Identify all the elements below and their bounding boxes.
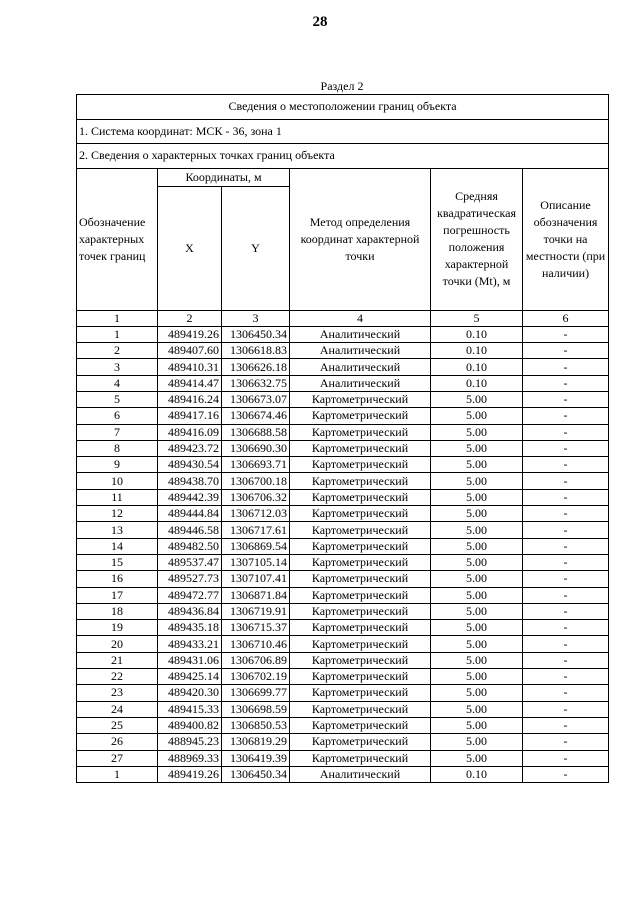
point-id-cell: 14	[77, 538, 158, 554]
column-numbers-row	[77, 310, 609, 326]
column-number: 6	[523, 310, 609, 326]
description-cell: -	[523, 424, 609, 440]
point-id-cell: 21	[77, 652, 158, 668]
y-coordinate-cell: 1306706.32	[222, 489, 290, 505]
table-row	[77, 408, 609, 424]
x-coordinate-cell: 489482.50	[158, 538, 222, 554]
y-coordinate-cell: 1307107.41	[222, 571, 290, 587]
y-coordinate-cell: 1306717.61	[222, 522, 290, 538]
x-coordinate-cell: 489419.26	[158, 766, 222, 782]
method-cell: Картометрический	[290, 391, 431, 407]
y-coordinate-cell: 1306419.39	[222, 750, 290, 766]
y-coordinate-cell: 1306712.03	[222, 506, 290, 522]
y-coordinate-cell: 1306690.30	[222, 440, 290, 456]
x-coordinate-cell: 489410.31	[158, 359, 222, 375]
section-label: Раздел 2	[320, 79, 364, 93]
description-cell: -	[523, 701, 609, 717]
method-cell: Аналитический	[290, 343, 431, 359]
y-coordinate-cell: 1306699.77	[222, 685, 290, 701]
table-row	[77, 669, 609, 685]
table-row	[77, 685, 609, 701]
x-coordinate-cell: 489472.77	[158, 587, 222, 603]
table-row	[77, 440, 609, 456]
description-cell: -	[523, 571, 609, 587]
error-cell: 5.00	[431, 457, 523, 473]
method-cell: Картометрический	[290, 522, 431, 538]
y-coordinate-cell: 1306719.91	[222, 603, 290, 619]
method-cell: Картометрический	[290, 473, 431, 489]
x-coordinate-cell: 489416.09	[158, 424, 222, 440]
x-coordinate-cell: 489423.72	[158, 440, 222, 456]
error-cell: 5.00	[431, 587, 523, 603]
method-cell: Картометрический	[290, 603, 431, 619]
method-cell: Картометрический	[290, 636, 431, 652]
table-row	[77, 391, 609, 407]
header-coordinates: Координаты, м	[158, 168, 290, 186]
method-cell: Картометрический	[290, 571, 431, 587]
table-row	[77, 424, 609, 440]
point-id-cell: 26	[77, 734, 158, 750]
description-cell: -	[523, 685, 609, 701]
table-row	[77, 506, 609, 522]
point-id-cell: 5	[77, 391, 158, 407]
x-coordinate-cell: 489415.33	[158, 701, 222, 717]
point-id-cell: 25	[77, 717, 158, 733]
y-coordinate-cell: 1306450.34	[222, 766, 290, 782]
point-id-cell: 1	[77, 326, 158, 342]
error-cell: 5.00	[431, 554, 523, 570]
y-coordinate-cell: 1306706.89	[222, 652, 290, 668]
point-id-cell: 20	[77, 636, 158, 652]
description-cell: -	[523, 326, 609, 342]
method-cell: Картометрический	[290, 408, 431, 424]
header-error: Средняя квадратическая погрешность положения характерной точки (Mt), м	[431, 168, 523, 310]
error-cell: 5.00	[431, 408, 523, 424]
y-coordinate-cell: 1306715.37	[222, 620, 290, 636]
page-number: 28	[312, 14, 328, 30]
y-coordinate-cell: 1306710.46	[222, 636, 290, 652]
table-row	[77, 750, 609, 766]
description-cell: -	[523, 489, 609, 505]
method-cell: Картометрический	[290, 440, 431, 456]
point-id-cell: 8	[77, 440, 158, 456]
method-cell: Аналитический	[290, 326, 431, 342]
error-cell: 5.00	[431, 734, 523, 750]
method-cell: Картометрический	[290, 669, 431, 685]
description-cell: -	[523, 652, 609, 668]
table-row	[77, 375, 609, 391]
method-cell: Картометрический	[290, 717, 431, 733]
x-coordinate-cell: 489419.26	[158, 326, 222, 342]
point-id-cell: 23	[77, 685, 158, 701]
description-cell: -	[523, 359, 609, 375]
x-coordinate-cell: 489414.47	[158, 375, 222, 391]
y-coordinate-cell: 1306850.53	[222, 717, 290, 733]
error-cell: 5.00	[431, 571, 523, 587]
table-row	[77, 734, 609, 750]
column-number: 5	[431, 310, 523, 326]
y-coordinate-cell: 1306819.29	[222, 734, 290, 750]
method-cell: Картометрический	[290, 701, 431, 717]
y-coordinate-cell: 1306618.83	[222, 343, 290, 359]
method-cell: Картометрический	[290, 538, 431, 554]
table-row	[77, 701, 609, 717]
description-cell: -	[523, 717, 609, 733]
point-id-cell: 17	[77, 587, 158, 603]
coordinate-system: 1. Система координат: МСК - 36, зона 1	[77, 119, 609, 144]
y-coordinate-cell: 1306688.58	[222, 424, 290, 440]
y-coordinate-cell: 1306693.71	[222, 457, 290, 473]
error-cell: 5.00	[431, 489, 523, 505]
table-row	[77, 326, 609, 342]
x-coordinate-cell: 489436.84	[158, 603, 222, 619]
error-cell: 5.00	[431, 538, 523, 554]
method-cell: Картометрический	[290, 489, 431, 505]
error-cell: 5.00	[431, 424, 523, 440]
x-coordinate-cell: 489537.47	[158, 554, 222, 570]
method-cell: Аналитический	[290, 375, 431, 391]
header-method: Метод определения координат характерной точки	[290, 168, 431, 310]
x-coordinate-cell: 489444.84	[158, 506, 222, 522]
description-cell: -	[523, 522, 609, 538]
error-cell: 5.00	[431, 750, 523, 766]
y-coordinate-cell: 1306871.84	[222, 587, 290, 603]
description-cell: -	[523, 554, 609, 570]
error-cell: 5.00	[431, 685, 523, 701]
table-row	[77, 457, 609, 473]
point-id-cell: 13	[77, 522, 158, 538]
x-coordinate-cell: 488969.33	[158, 750, 222, 766]
table-row	[77, 587, 609, 603]
error-cell: 0.10	[431, 375, 523, 391]
table-row	[77, 522, 609, 538]
error-cell: 0.10	[431, 359, 523, 375]
description-cell: -	[523, 734, 609, 750]
point-id-cell: 10	[77, 473, 158, 489]
table-row	[77, 603, 609, 619]
column-number: 1	[77, 310, 158, 326]
table-row	[77, 554, 609, 570]
table-title: Сведения о местоположении границ объекта	[77, 95, 609, 120]
description-cell: -	[523, 408, 609, 424]
point-id-cell: 6	[77, 408, 158, 424]
description-cell: -	[523, 766, 609, 782]
point-id-cell: 7	[77, 424, 158, 440]
table-row	[77, 652, 609, 668]
x-coordinate-cell: 489430.54	[158, 457, 222, 473]
description-cell: -	[523, 391, 609, 407]
error-cell: 5.00	[431, 636, 523, 652]
point-id-cell: 16	[77, 571, 158, 587]
error-cell: 5.00	[431, 603, 523, 619]
point-id-cell: 27	[77, 750, 158, 766]
point-id-cell: 15	[77, 554, 158, 570]
x-coordinate-cell: 489527.73	[158, 571, 222, 587]
description-cell: -	[523, 473, 609, 489]
table-row	[77, 343, 609, 359]
header-x: X	[158, 186, 222, 310]
x-coordinate-cell: 489416.24	[158, 391, 222, 407]
x-coordinate-cell: 489433.21	[158, 636, 222, 652]
point-id-cell: 4	[77, 375, 158, 391]
column-number: 4	[290, 310, 431, 326]
description-cell: -	[523, 620, 609, 636]
column-number: 2	[158, 310, 222, 326]
method-cell: Картометрический	[290, 424, 431, 440]
y-coordinate-cell: 1306673.07	[222, 391, 290, 407]
table-row	[77, 538, 609, 554]
table-row	[77, 571, 609, 587]
table-row	[77, 473, 609, 489]
x-coordinate-cell: 489425.14	[158, 669, 222, 685]
x-coordinate-cell: 489420.30	[158, 685, 222, 701]
table-row	[77, 636, 609, 652]
error-cell: 0.10	[431, 766, 523, 782]
y-coordinate-cell: 1306674.46	[222, 408, 290, 424]
error-cell: 5.00	[431, 473, 523, 489]
method-cell: Аналитический	[290, 766, 431, 782]
description-cell: -	[523, 457, 609, 473]
y-coordinate-cell: 1306626.18	[222, 359, 290, 375]
method-cell: Картометрический	[290, 652, 431, 668]
error-cell: 5.00	[431, 701, 523, 717]
error-cell: 5.00	[431, 391, 523, 407]
description-cell: -	[523, 750, 609, 766]
error-cell: 0.10	[431, 343, 523, 359]
x-coordinate-cell: 489442.39	[158, 489, 222, 505]
method-cell: Картометрический	[290, 620, 431, 636]
table-row	[77, 766, 609, 782]
point-id-cell: 22	[77, 669, 158, 685]
method-cell: Картометрический	[290, 506, 431, 522]
description-cell: -	[523, 343, 609, 359]
method-cell: Картометрический	[290, 685, 431, 701]
description-cell: -	[523, 603, 609, 619]
description-cell: -	[523, 506, 609, 522]
x-coordinate-cell: 489435.18	[158, 620, 222, 636]
x-coordinate-cell: 489400.82	[158, 717, 222, 733]
x-coordinate-cell: 489431.06	[158, 652, 222, 668]
error-cell: 5.00	[431, 652, 523, 668]
table-row	[77, 359, 609, 375]
table-row	[77, 717, 609, 733]
x-coordinate-cell: 489446.58	[158, 522, 222, 538]
table-row	[77, 620, 609, 636]
description-cell: -	[523, 538, 609, 554]
error-cell: 5.00	[431, 440, 523, 456]
boundary-points-table	[76, 94, 609, 783]
error-cell: 5.00	[431, 717, 523, 733]
header-y: Y	[222, 186, 290, 310]
header-description: Описание обозначения точки на местности (при наличии)	[523, 168, 609, 310]
description-cell: -	[523, 375, 609, 391]
error-cell: 5.00	[431, 620, 523, 636]
error-cell: 5.00	[431, 506, 523, 522]
error-cell: 0.10	[431, 326, 523, 342]
description-cell: -	[523, 440, 609, 456]
method-cell: Картометрический	[290, 750, 431, 766]
description-cell: -	[523, 587, 609, 603]
point-id-cell: 18	[77, 603, 158, 619]
x-coordinate-cell: 488945.23	[158, 734, 222, 750]
table-row	[77, 489, 609, 505]
point-id-cell: 19	[77, 620, 158, 636]
description-cell: -	[523, 669, 609, 685]
y-coordinate-cell: 1306632.75	[222, 375, 290, 391]
y-coordinate-cell: 1306698.59	[222, 701, 290, 717]
point-id-cell: 1	[77, 766, 158, 782]
description-cell: -	[523, 636, 609, 652]
y-coordinate-cell: 1306450.34	[222, 326, 290, 342]
y-coordinate-cell: 1306700.18	[222, 473, 290, 489]
x-coordinate-cell: 489438.70	[158, 473, 222, 489]
header-designation: Обозначение характерных точек границ	[77, 168, 158, 310]
x-coordinate-cell: 489407.60	[158, 343, 222, 359]
point-id-cell: 9	[77, 457, 158, 473]
method-cell: Картометрический	[290, 587, 431, 603]
method-cell: Картометрический	[290, 734, 431, 750]
method-cell: Аналитический	[290, 359, 431, 375]
point-id-cell: 12	[77, 506, 158, 522]
point-id-cell: 2	[77, 343, 158, 359]
x-coordinate-cell: 489417.16	[158, 408, 222, 424]
point-id-cell: 11	[77, 489, 158, 505]
error-cell: 5.00	[431, 669, 523, 685]
point-id-cell: 3	[77, 359, 158, 375]
y-coordinate-cell: 1306702.19	[222, 669, 290, 685]
column-number: 3	[222, 310, 290, 326]
method-cell: Картометрический	[290, 457, 431, 473]
error-cell: 5.00	[431, 522, 523, 538]
method-cell: Картометрический	[290, 554, 431, 570]
points-heading: 2. Сведения о характерных точках границ объекта	[77, 144, 609, 169]
y-coordinate-cell: 1307105.14	[222, 554, 290, 570]
y-coordinate-cell: 1306869.54	[222, 538, 290, 554]
point-id-cell: 24	[77, 701, 158, 717]
